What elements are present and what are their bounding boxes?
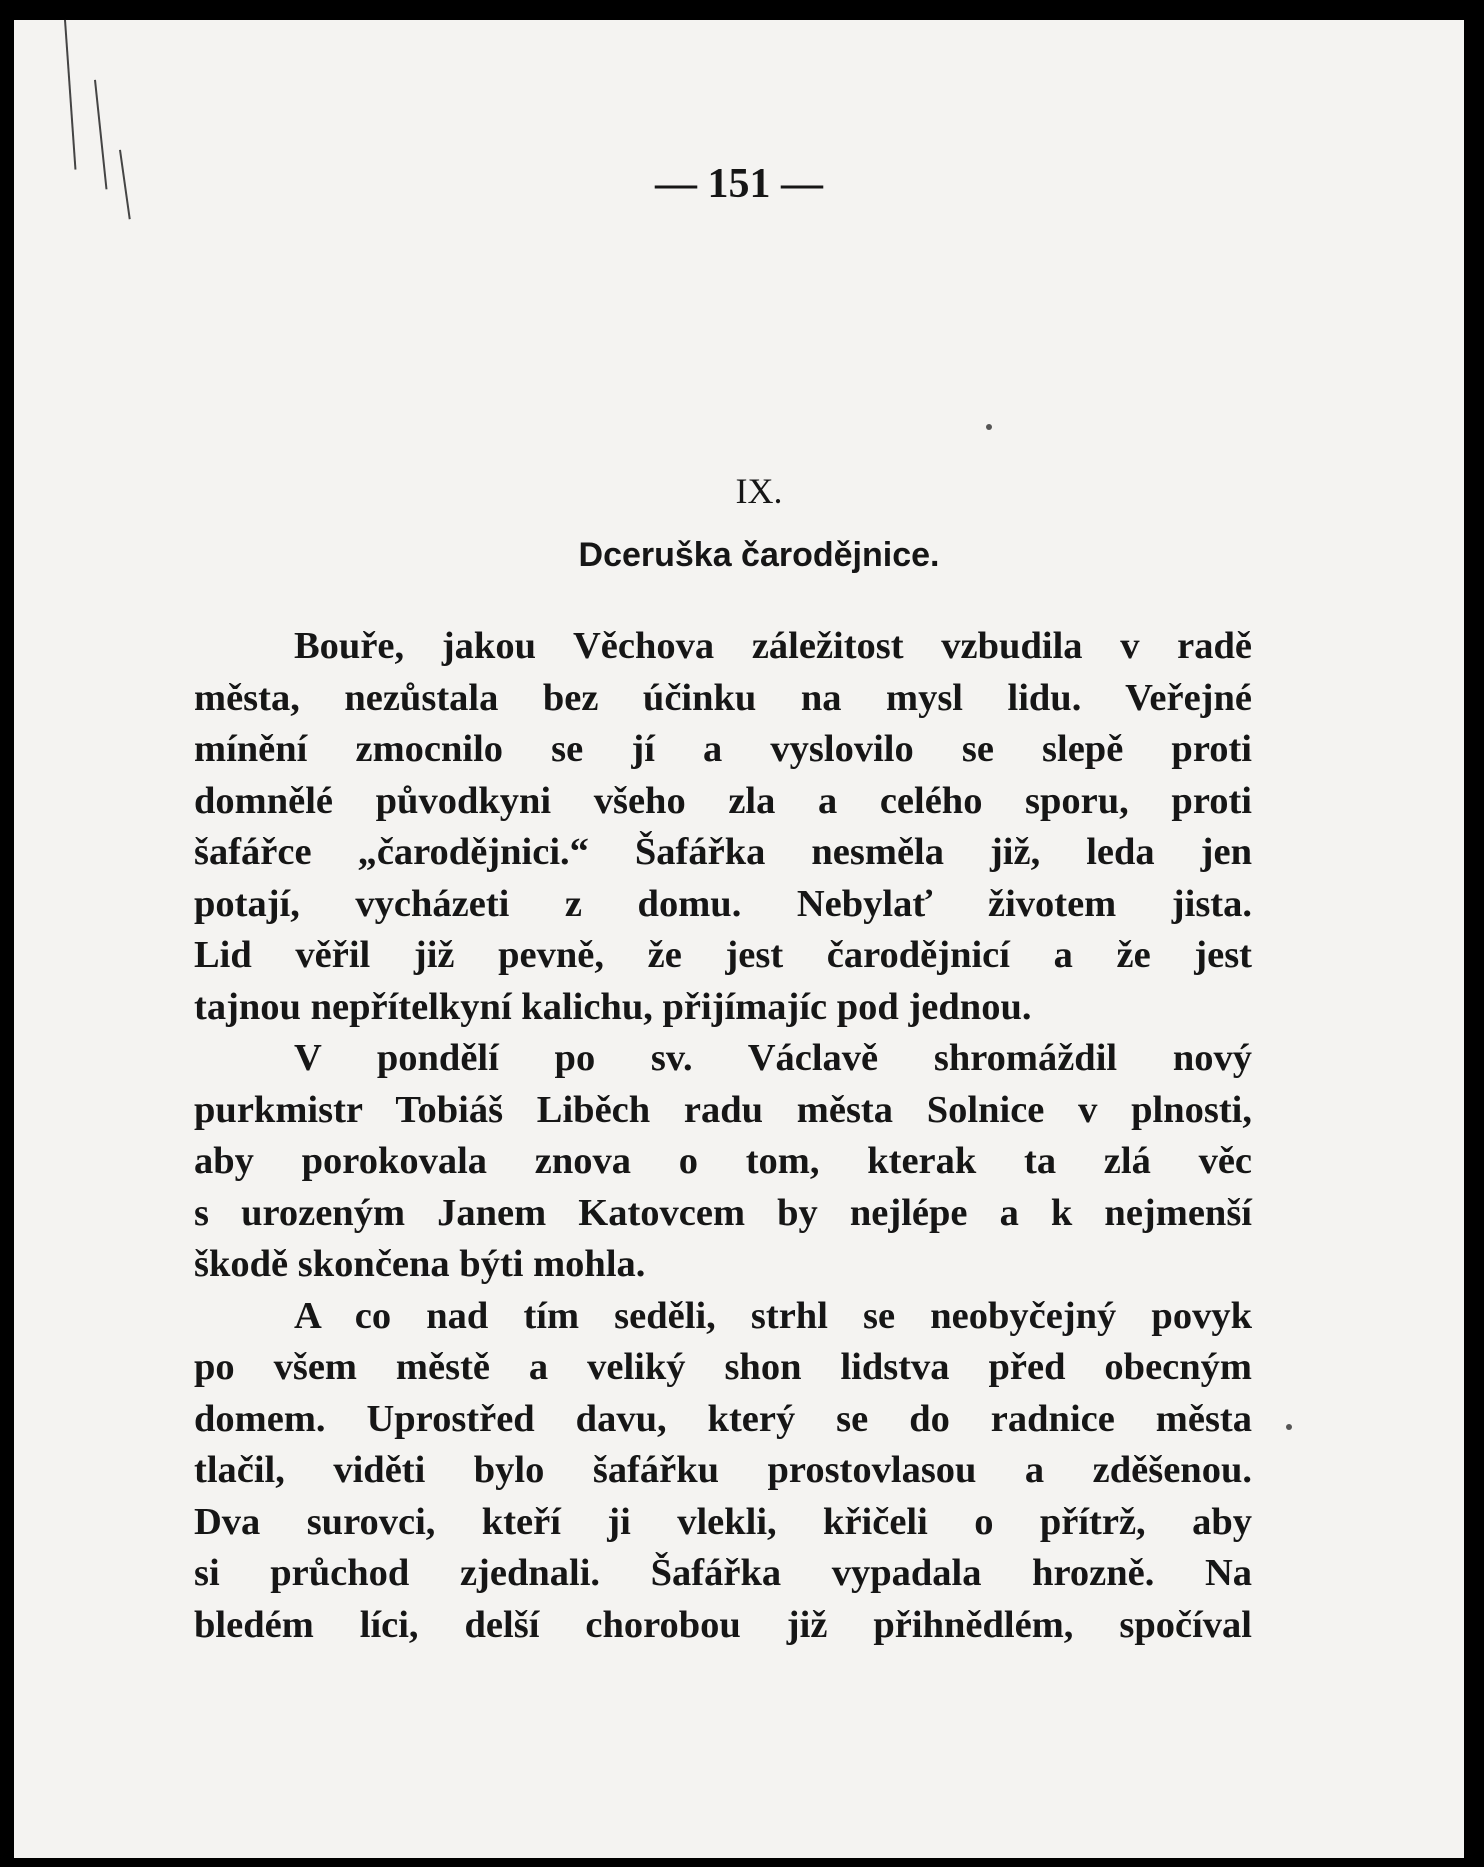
text-line: potají, vycházeti z domu. Nebylať životem jista. — [194, 882, 1252, 925]
paper-speck — [986, 424, 992, 430]
chapter-number: IX. — [735, 471, 783, 511]
text-line: V pondělí po sv. Václavě shromáždil nový — [294, 1037, 1252, 1079]
text-line: po všem městě a veliký shon lidstva před obecným — [194, 1346, 1252, 1388]
chapter-title: Dceruška čarodějnice. — [578, 536, 940, 574]
text-line: s urozeným Janem Katovcem by nejlépe a k nejmenší — [194, 1191, 1252, 1234]
paper-speck — [1286, 1424, 1292, 1430]
text-line: si průchod zjednali. Šafářka vypadala hrozně. Na — [194, 1552, 1252, 1594]
spine-shadow-mark — [64, 20, 76, 170]
text-line: Dva surovci, kteří ji vlekli, křičeli o přítrž, aby — [194, 1500, 1252, 1543]
text-line: aby porokovala znova o tom, kterak ta zlá věc — [194, 1140, 1252, 1182]
text-line: A co nad tím seděli, strhl se neobyčejný povyk — [294, 1294, 1252, 1337]
text-line: domem. Uprostřed davu, který se do radnice města — [194, 1397, 1252, 1440]
text-line: domnělé původkyni všeho zla a celého sporu, proti — [194, 779, 1252, 822]
text-line: mínění zmocnilo se jí a vyslovilo se slepě proti — [194, 728, 1252, 770]
text-line: bledém líci, delší chorobou již přihnědlém, spočíval — [194, 1603, 1252, 1646]
body-text — [194, 621, 1252, 1651]
text-line: škodě skončena býti mohla. — [194, 1243, 646, 1285]
text-line: šafářce „čarodějnici.“ Šafářka nesměla již, leda jen — [194, 831, 1252, 873]
text-line: purkmistr Tobiáš Liběch radu města Solnice v plnosti, — [194, 1088, 1252, 1131]
text-line: tlačil, viděti bylo šafářku prostovlasou a zděšenou. — [194, 1449, 1252, 1491]
page-number: — 151 — — [655, 161, 823, 207]
text-line: Bouře, jakou Věchova záležitost vzbudila v radě — [294, 625, 1252, 667]
text-line: tajnou nepřítelkyní kalichu, přijímajíc pod jednou. — [194, 985, 1032, 1028]
text-line: Lid věřil již pevně, že jest čarodějnicí a že jest — [194, 934, 1252, 976]
text-line: města, nezůstala bez účinku na mysl lidu. Veřejné — [194, 676, 1252, 719]
